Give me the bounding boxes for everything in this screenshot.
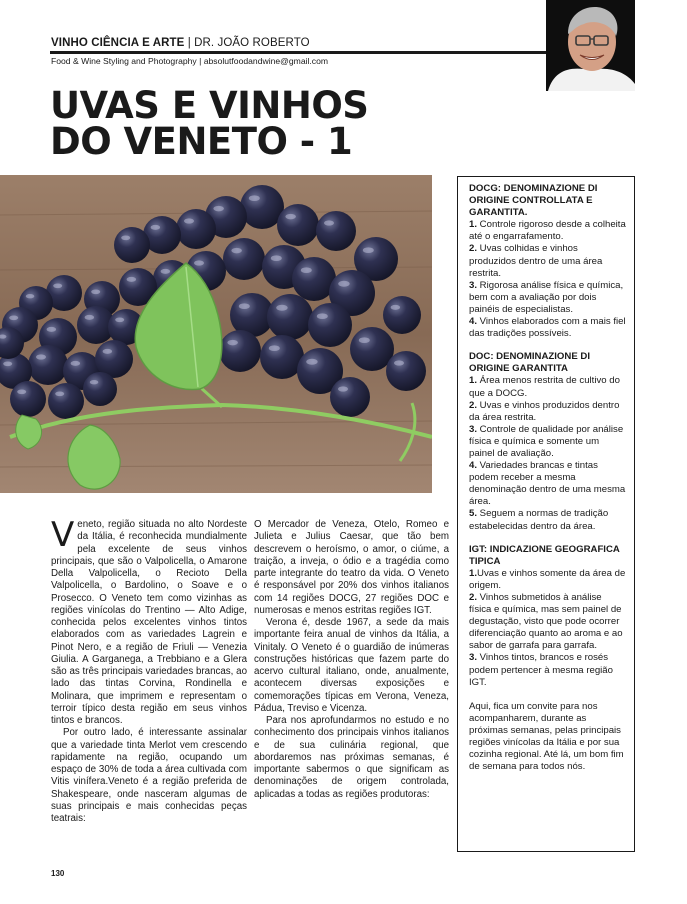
item-text: Seguem a normas de tradição estabelecidas dentro da área.	[469, 508, 609, 532]
headline	[50, 84, 470, 163]
sidebar-item	[469, 219, 626, 243]
grape-highlight	[359, 337, 370, 343]
grape-highlight	[249, 195, 260, 201]
paragraph: Por outro lado, é interessante assinalar que a variedade tinta Merlot vem crescendo rapidamente na região, ocupando um espaço de 30% de toda a área cultivada com Vitis vinífera.Veneto é a região preferida de Shakespeare, onde nasceram algumas de suas principais e mais conhecidas peças teatrais:	[51, 727, 247, 824]
headline-line-1: UVAS E VINHOS	[50, 84, 369, 127]
grape-berry	[83, 372, 117, 406]
sidebar-block-igt	[469, 544, 626, 689]
item-text: Rigorosa análise física e química, bem com a avaliação por dois painéis de especialistas.	[469, 279, 624, 315]
item-number: 2.	[469, 243, 478, 255]
header-rule	[50, 51, 546, 54]
grape-berry	[219, 330, 261, 372]
body-column-1	[51, 515, 247, 825]
grape-berry	[267, 294, 313, 340]
grape-berry	[386, 351, 426, 391]
item-number: 5.	[469, 508, 478, 520]
sidebar-closing-note: Aqui, fica um convite para nos acompanharem, durante as próximas semanas, pelas principais regiões vinícolas da Itália e por sua cozinha regional. Até lá, um bom fim de semana para todos nós.	[469, 700, 624, 773]
grape-highlight	[17, 389, 26, 394]
denominations-sidebar	[457, 176, 635, 852]
item-number: 2.	[469, 592, 478, 603]
paragraph: Verona é, desde 1967, a sede da mais importante feira anual de vinhos da Itália, a Vinitaly. O Veneto é o guardião de inúmeras construções históricas que fazem parte do acervo cultural italiano, onde, anualmente, acontecem diversas exposições e comemorações típicas em Verona, Veneza, Pádua, Treviso e Vicenza.	[254, 617, 449, 714]
body-column-2	[254, 519, 449, 801]
sidebar-heading: DOCG: DENOMINAZIONE DI ORIGINE CONTROLLATA E GARANTITA.	[469, 183, 598, 219]
sidebar-item	[469, 400, 626, 424]
grape-berry	[308, 303, 352, 347]
grape-highlight	[239, 303, 250, 309]
grape-berry	[114, 227, 150, 263]
paragraph	[51, 515, 247, 727]
item-text: Vinhos tintos, brancos e rosés podem pertencer à mesma região IGT.	[469, 652, 613, 688]
grape-highlight	[85, 315, 95, 320]
grape-highlight	[121, 235, 130, 240]
grape-highlight	[227, 340, 238, 345]
sidebar-block-docg	[469, 183, 626, 340]
author-portrait	[546, 0, 635, 91]
grape-berry	[10, 381, 46, 417]
grape-highlight	[3, 361, 12, 366]
item-number: 3.	[469, 423, 478, 435]
grape-highlight	[324, 220, 334, 225]
grape-highlight	[213, 206, 224, 211]
sidebar-item	[469, 424, 626, 460]
item-text: Uvas e vinhos somente da área de origem.	[469, 567, 626, 591]
grape-highlight	[71, 361, 81, 366]
sidebar-heading: DOC: DENOMINAZIONE DI ORIGINE GARANTITA	[469, 351, 590, 375]
grape-highlight	[36, 354, 46, 359]
grape-berry	[330, 377, 370, 417]
grape-berry	[277, 204, 319, 246]
grape-highlight	[269, 345, 280, 351]
grape-highlight	[26, 294, 35, 298]
grape-highlight	[184, 218, 194, 223]
paragraph-text: eneto, região situada no alto Nordeste da Itália, é reconhecida mundialmente pela excelente de seus vinhos principais, que são o Valpolicella, o Amarone Della Valpolicella, o Recioto Della Valpolicella, o Bardolino, o Soave e o Prosecco. O Veneto tem como vizinhas as regiões vinícolas do Trentino — Alto Adige, conhecida pelos excelentes vinhos tintos elaborados com as variedades Lagrein e Pinot Nero, e a região de Friuli — Venezia Giulia. A Garganega, a Trebbiano e a Glera são as três principais variedades brancas, ao lado das tintas Corvina, Rondinella e Molinara, que imprimem e representam o terroir típico desta região em seus vinhos tintos e brancos.	[51, 519, 247, 726]
item-text: Vinhos elaborados com a mais fiel das tradições possíveis.	[469, 316, 626, 340]
grape-berry	[28, 345, 68, 385]
sidebar-item	[469, 592, 626, 652]
grape-berry	[223, 238, 265, 280]
sidebar-item	[469, 652, 626, 688]
item-number: 1.	[469, 567, 478, 579]
sidebar-item	[469, 375, 626, 399]
sidebar-item	[469, 243, 626, 279]
grape-berry	[383, 296, 421, 334]
sidebar-item	[469, 568, 626, 592]
item-number: 1.	[469, 219, 478, 231]
grape-highlight	[127, 277, 137, 282]
item-number: 1.	[469, 375, 478, 387]
item-number: 3.	[469, 279, 478, 291]
grape-highlight	[301, 267, 312, 273]
grape-highlight	[47, 327, 57, 332]
grape-berry	[316, 211, 356, 251]
grape-berry	[48, 383, 84, 419]
paragraph: Para nos aprofundarmos no estudo e no conhecimento dos principais vinhos italianos e de sua culinária regional, que abordaremos nas próximas semanas, é importante sabermos o que significam as denominações de origem controlada, aplicadas a todas as regiões produtoras:	[254, 715, 449, 800]
sidebar-block-doc	[469, 351, 626, 532]
grape-highlight	[338, 281, 350, 287]
grape-highlight	[338, 386, 348, 391]
grape-highlight	[363, 247, 374, 253]
grape-highlight	[90, 380, 99, 384]
grape-highlight	[194, 260, 204, 265]
paragraph: O Mercador de Veneza, Otelo, Romeo e Julieta e Julius Caesar, que tão bem descrevem o heroísmo, o amor, o ciúme, a traição, a inveja, o ódio e a tragédia como parte integrante do teatro da vida. O Veneto é responsável por 20% dos vinhos italianos com 14 regiões DOCG, 27 regiões DOC e numerosas e menos estritas regiões IGT.	[254, 519, 449, 616]
grape-highlight	[276, 305, 288, 311]
grape-highlight	[391, 305, 401, 310]
item-number: 3.	[469, 652, 478, 664]
grape-highlight	[271, 255, 282, 261]
page-number: 130	[51, 869, 65, 878]
grape-highlight	[317, 313, 328, 319]
item-text: Uvas colhidas e vinhos produzidos dentro de uma área restrita.	[469, 243, 603, 279]
item-number: 4.	[469, 316, 478, 328]
sidebar-item	[469, 280, 626, 316]
item-number: 4.	[469, 460, 478, 472]
grape-highlight	[53, 283, 62, 288]
sidebar-item	[469, 460, 626, 508]
grape-highlight	[115, 317, 124, 322]
section-name: VINHO CIÊNCIA E ARTE	[51, 37, 185, 49]
grape-highlight	[91, 289, 100, 294]
grape-highlight	[306, 359, 318, 365]
grape-highlight	[394, 360, 404, 365]
grape-highlight	[55, 391, 64, 396]
item-text: Área menos restrita de cultivo do que a DOCG.	[469, 375, 620, 399]
grape-berry	[176, 209, 216, 249]
item-text: Controle rigoroso desde a colheita até o engarrafamento.	[469, 219, 626, 243]
grape-highlight	[103, 349, 113, 354]
title-separator: |	[184, 37, 195, 49]
sidebar-item	[469, 316, 626, 340]
item-text: Variedades brancas e tintas podem receber a mesma denominação dentro de uma mesma área.	[469, 460, 626, 508]
item-text: Uvas e vinhos produzidos dentro da área restrita.	[469, 399, 620, 423]
sidebar-item	[469, 508, 626, 532]
byline-subline: Food & Wine Styling and Photography | absolutfoodandwine@gmail.com	[51, 56, 329, 66]
sidebar-heading: IGT: INDICAZIONE GEOGRAFICA TIPICA	[469, 543, 620, 567]
hero-photo-grapes	[0, 175, 432, 493]
drop-cap: V	[51, 515, 75, 555]
item-number: 2.	[469, 399, 478, 411]
grape-highlight	[9, 315, 18, 320]
headline-line-2: DO VENETO - 1	[50, 120, 353, 163]
item-text: Vinhos submetidos à análise física e química, mas sem painel de degustação, visto que pode ocorrer diferenciação quanto ao aroma e ao sabor de garrafa para garrafa.	[469, 592, 623, 652]
grape-highlight	[231, 248, 242, 253]
author-name: DR. JOÃO ROBERTO	[194, 37, 310, 49]
grape-highlight	[161, 269, 171, 274]
section-title	[51, 37, 310, 49]
grape-highlight	[285, 214, 296, 219]
item-text: Controle de qualidade por análise física e química e somente um painel de avaliação.	[469, 423, 624, 459]
grape-highlight	[151, 225, 161, 230]
